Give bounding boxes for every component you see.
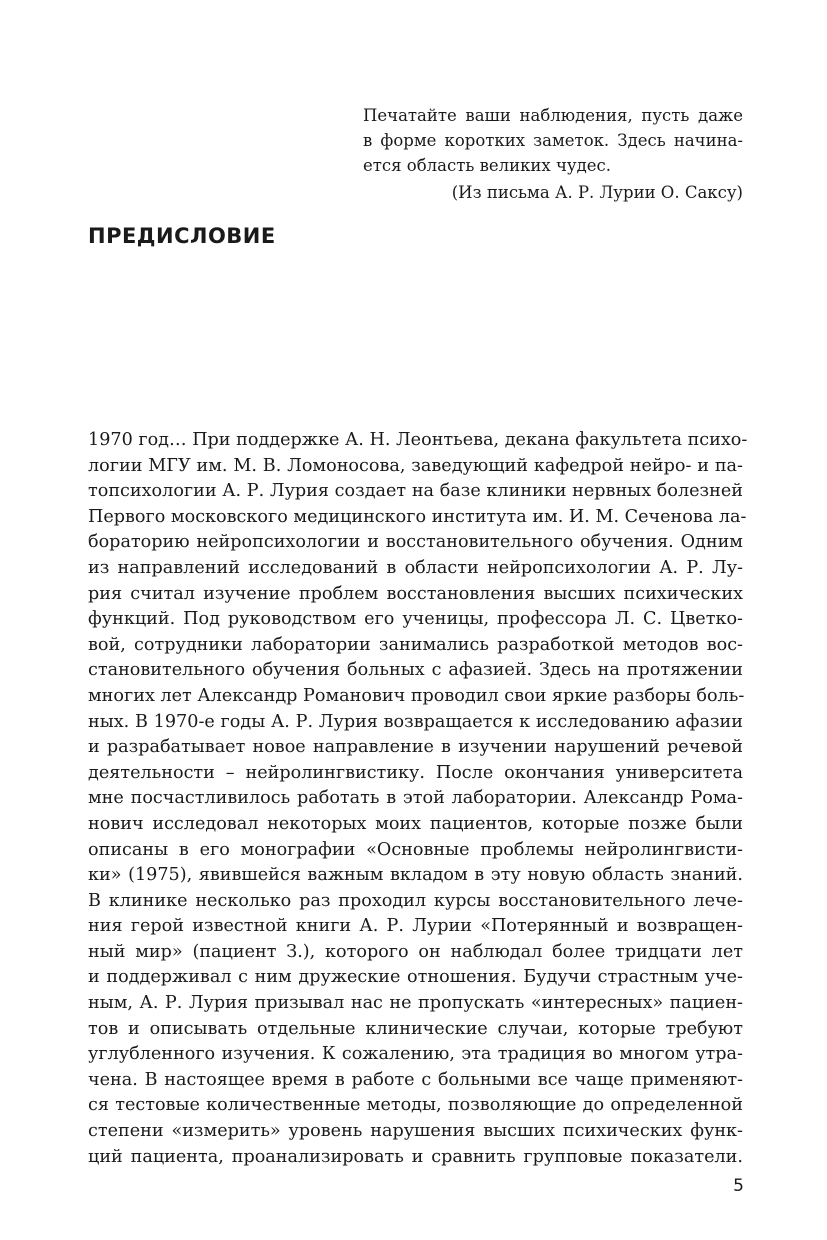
body-line: ся тестовые количественные методы, позволяющие до определенной <box>88 1095 743 1116</box>
section-heading: ПРЕДИСЛОВИЕ <box>88 224 276 248</box>
body-line: В клинике несколько раз проходил курсы восстановительного лече- <box>88 890 743 911</box>
body-line: ния герой известной книги А. Р. Лурии «Потерянный и возвращен- <box>88 916 743 937</box>
body-line: степени «измерить» уровень нарушения высших психических функ- <box>88 1121 743 1142</box>
body-line: вой, сотрудники лаборатории занимались разработкой методов вос- <box>88 634 743 655</box>
body-line: ций пациента, проанализировать и сравнить групповые показатели. <box>88 1146 743 1167</box>
body-line: рия считал изучение проблем восстановления высших психических <box>88 583 743 604</box>
body-line: ный мир» (пациент З.), которого он наблюдал более тридцати лет <box>88 941 743 962</box>
body-line: углубленного изучения. К сожалению, эта традиция во многом утра- <box>88 1044 743 1065</box>
body-line: бораторию нейропсихологии и восстановительного обучения. Одним <box>88 532 743 553</box>
body-line: и разрабатывает новое направление в изучении нарушений речевой <box>88 737 743 758</box>
body-line: топсихологии А. Р. Лурия создает на базе клиники нервных болезней <box>88 481 743 502</box>
body-line: логии МГУ им. М. В. Ломоносова, заведующий кафедрой нейро- и па- <box>88 455 743 476</box>
body-line: ным, А. Р. Лурия призывал нас не пропускать «интересных» пациен- <box>88 993 743 1014</box>
body-line: и поддерживал с ним дружеские отношения. Будучи страстным уче- <box>88 967 743 988</box>
body-line: описаны в его монографии «Основные проблемы нейролингвисти- <box>88 839 743 860</box>
epigraph-line: Печатайте ваши наблюдения, пусть даже <box>363 106 743 125</box>
body-line: ных. В 1970-е годы А. Р. Лурия возвращается к исследованию афазии <box>88 711 743 732</box>
body-text <box>88 428 748 1170</box>
body-line: из направлений исследований в области нейропсихологии А. Р. Лу- <box>88 557 743 578</box>
body-line: 1970 год… При поддержке А. Н. Леонтьева, декана факультета психо- <box>88 430 748 450</box>
body-line: Первого московского медицинского института им. И. М. Сеченова ла- <box>88 506 747 527</box>
epigraph <box>363 103 743 205</box>
body-line: мне посчастливилось работать в этой лаборатории. Александр Рома- <box>88 788 743 809</box>
body-line: функций. Под руководством его ученицы, профессора Л. С. Цветко- <box>88 609 743 630</box>
body-line: становительного обучения больных с афазией. Здесь на протяжении <box>88 660 743 681</box>
epigraph-source: (Из письма А. Р. Лурии О. Саксу) <box>451 183 743 202</box>
epigraph-line: ется область великих чудес. <box>363 156 611 175</box>
body-line: нович исследовал некоторых моих пациентов, которые позже были <box>88 813 743 834</box>
body-line: ки» (1975), явившейся важным вкладом в эту новую область знаний. <box>88 865 743 886</box>
body-line: тов и описывать отдельные клинические случаи, которые требуют <box>88 1018 743 1039</box>
page-number: 5 <box>733 1176 744 1196</box>
body-line: чена. В настоящее время в работе с больными все чаще применяют- <box>88 1069 743 1090</box>
body-line: многих лет Александр Романович проводил свои яркие разборы боль- <box>88 685 745 706</box>
epigraph-line: в форме коротких заметок. Здесь начина- <box>363 131 743 150</box>
body-line: деятельности – нейролингвистику. После окончания университета <box>88 762 743 783</box>
